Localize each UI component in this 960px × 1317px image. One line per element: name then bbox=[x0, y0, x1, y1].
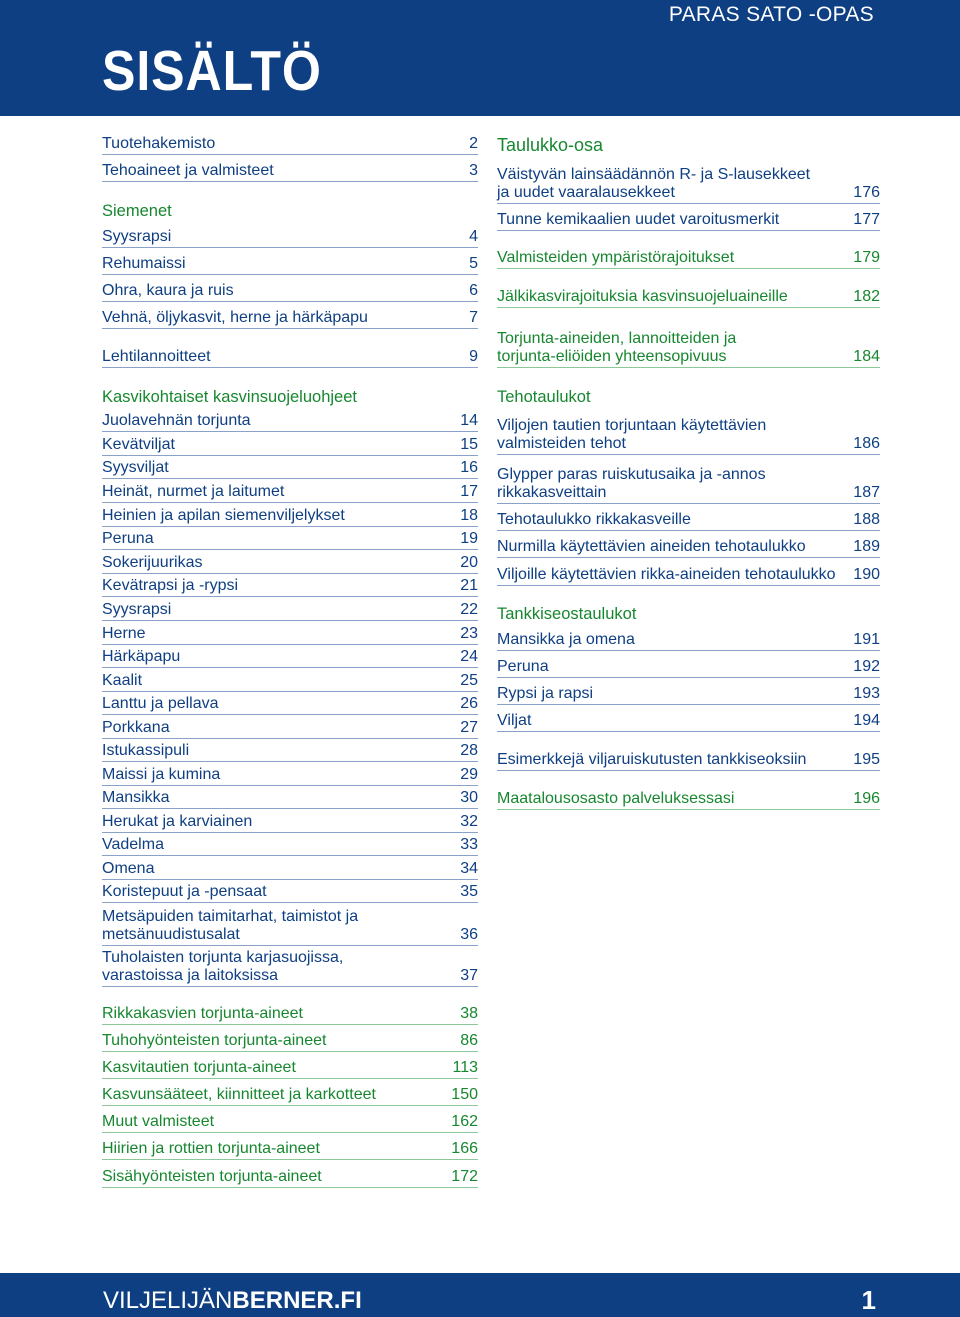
toc-entry-page: 2 bbox=[469, 135, 478, 152]
toc-entry[interactable] bbox=[497, 788, 880, 810]
toc-entry-label: Tuotehakemisto bbox=[102, 135, 216, 152]
toc-entry-label: Rypsi ja rapsi bbox=[497, 685, 594, 702]
toc-entry-page: 30 bbox=[460, 789, 478, 806]
toc-entry[interactable] bbox=[102, 575, 478, 597]
toc-entry[interactable] bbox=[102, 346, 478, 368]
brand-bold: BERNER.FI bbox=[232, 1287, 362, 1314]
toc-entry-label: Jälkikasvirajoituksia kasvinsuojeluaineille bbox=[497, 288, 788, 305]
toc-entry-page: 172 bbox=[451, 1168, 478, 1185]
toc-entry-page: 37 bbox=[460, 967, 478, 984]
toc-entry-page: 38 bbox=[460, 1005, 478, 1022]
toc-entry-page: 5 bbox=[469, 255, 478, 272]
toc-entry-label: Sokerijuurikas bbox=[102, 554, 203, 571]
section-heading: Kasvikohtaiset kasvinsuojeluohjeet bbox=[102, 388, 357, 406]
footer-brand[interactable] bbox=[103, 1287, 362, 1315]
toc-entry[interactable] bbox=[102, 1138, 478, 1160]
toc-entry-page: 22 bbox=[460, 601, 478, 618]
toc-entry-page: 113 bbox=[452, 1059, 478, 1076]
toc-entry-label: Lehtilannoitteet bbox=[102, 348, 211, 365]
toc-entry[interactable] bbox=[497, 247, 880, 269]
toc-entry-page: 184 bbox=[853, 348, 880, 365]
toc-entry-page: 29 bbox=[460, 766, 478, 783]
toc-entry[interactable] bbox=[102, 599, 478, 621]
toc-entry-page: 4 bbox=[469, 228, 478, 245]
toc-entry-label: Härkäpapu bbox=[102, 648, 181, 665]
toc-entry[interactable] bbox=[102, 1111, 478, 1133]
toc-entry-page: 177 bbox=[853, 211, 880, 228]
toc-entry-page: 9 bbox=[469, 348, 478, 365]
toc-entry-page: 15 bbox=[460, 436, 478, 453]
toc-entry-page: 150 bbox=[451, 1086, 478, 1103]
toc-entry[interactable] bbox=[497, 328, 880, 368]
toc-entry[interactable] bbox=[102, 1030, 478, 1052]
toc-entry-label: Muut valmisteet bbox=[102, 1113, 215, 1130]
toc-entry[interactable] bbox=[102, 528, 478, 550]
toc-entry-page: 176 bbox=[853, 184, 880, 201]
toc-entry-label: Koristepuut ja -pensaat bbox=[102, 883, 267, 900]
toc-entry[interactable] bbox=[102, 1084, 478, 1106]
page-number: 1 bbox=[861, 1285, 876, 1315]
toc-entry-page: 25 bbox=[460, 672, 478, 689]
toc-entry-label: Viljat bbox=[497, 712, 532, 729]
toc-entry-label: Porkkana bbox=[102, 719, 170, 736]
toc-entry-label: Lanttu ja pellava bbox=[102, 695, 219, 712]
toc-entry-label: Herukat ja karviainen bbox=[102, 813, 253, 830]
toc-entry[interactable] bbox=[102, 906, 478, 946]
toc-entry[interactable] bbox=[497, 464, 880, 504]
toc-entry-label: Mansikka bbox=[102, 789, 170, 806]
toc-entry-label: Syysrapsi bbox=[102, 601, 172, 618]
toc-entry[interactable] bbox=[102, 280, 478, 302]
toc-entry-page: 191 bbox=[853, 631, 880, 648]
toc-entry-label: Kevätrapsi ja -rypsi bbox=[102, 577, 239, 594]
toc-entry-page: 36 bbox=[460, 926, 478, 943]
toc-entry-label: Esimerkkejä viljaruiskutusten tankkiseoksiin bbox=[497, 751, 807, 768]
toc-entry-label: Istukassipuli bbox=[102, 742, 190, 759]
toc-entry-page: 194 bbox=[853, 712, 880, 729]
toc-entry[interactable] bbox=[497, 286, 880, 308]
toc-entry-page: 7 bbox=[469, 309, 478, 326]
toc-entry[interactable] bbox=[102, 481, 478, 503]
toc-entry[interactable] bbox=[102, 307, 478, 329]
toc-entry[interactable] bbox=[102, 646, 478, 668]
toc-entry[interactable] bbox=[102, 552, 478, 574]
toc-entry-label: Kasvitautien torjunta-aineet bbox=[102, 1059, 296, 1076]
toc-entry[interactable] bbox=[102, 253, 478, 275]
toc-entry[interactable] bbox=[497, 683, 880, 705]
toc-entry[interactable] bbox=[102, 1166, 478, 1188]
section-heading: Taulukko-osa bbox=[497, 135, 604, 155]
toc-entry-page: 24 bbox=[460, 648, 478, 665]
toc-entry-label: Syysviljat bbox=[102, 459, 169, 476]
toc-entry-label: Herne bbox=[102, 625, 146, 642]
toc-entry-label: Kaalit bbox=[102, 672, 143, 689]
toc-entry-label: Omena bbox=[102, 860, 155, 877]
toc-entry-label: Nurmilla käytettävien aineiden tehotaulukko bbox=[497, 538, 806, 555]
toc-entry[interactable] bbox=[102, 881, 478, 903]
toc-entry[interactable] bbox=[497, 564, 880, 586]
toc-entry-label: Tehotaulukko rikkakasveille bbox=[497, 511, 691, 528]
toc-entry[interactable] bbox=[102, 717, 478, 739]
toc-entry[interactable] bbox=[497, 710, 880, 732]
toc-entry[interactable] bbox=[102, 226, 478, 248]
toc-entry-page: 189 bbox=[853, 538, 880, 555]
toc-entry[interactable] bbox=[102, 811, 478, 833]
toc-entry-label: Juolavehnän torjunta bbox=[102, 412, 251, 429]
toc-entry-label: Viljojen tautien torjuntaan käytettävien valmisteiden tehot bbox=[497, 417, 767, 452]
toc-entry-label: Mansikka ja omena bbox=[497, 631, 635, 648]
toc-entry-label: Tehoaineet ja valmisteet bbox=[102, 162, 274, 179]
toc-entry[interactable] bbox=[497, 415, 880, 455]
toc-entry[interactable] bbox=[102, 457, 478, 479]
toc-entry[interactable] bbox=[102, 787, 478, 809]
toc-entry-page: 34 bbox=[460, 860, 478, 877]
toc-entry-label: Peruna bbox=[497, 658, 549, 675]
toc-entry[interactable] bbox=[102, 947, 478, 987]
toc-entry[interactable] bbox=[102, 410, 478, 432]
toc-entry-label: Vehnä, öljykasvit, herne ja härkäpapu bbox=[102, 309, 368, 326]
brand-light: VILJELIJÄN bbox=[103, 1287, 233, 1314]
toc-entry-page: 20 bbox=[460, 554, 478, 571]
toc-entry-page: 27 bbox=[460, 719, 478, 736]
toc-entry-page: 186 bbox=[853, 435, 880, 452]
section-heading: Tankkiseostaulukot bbox=[497, 605, 637, 623]
toc-entry-page: 86 bbox=[460, 1032, 478, 1049]
toc-entry-page: 32 bbox=[460, 813, 478, 830]
toc-entry-page: 18 bbox=[460, 507, 478, 524]
toc-entry[interactable] bbox=[102, 434, 478, 456]
toc-entry-page: 182 bbox=[853, 288, 880, 305]
toc-entry[interactable] bbox=[102, 160, 478, 182]
toc-entry[interactable] bbox=[102, 834, 478, 856]
toc-entry-page: 17 bbox=[460, 483, 478, 500]
toc-entry-label: Väistyvän lainsäädännön R- ja S-lausekkeet ja uudet vaaralausekkeet bbox=[497, 166, 811, 201]
toc-entry-page: 179 bbox=[853, 249, 880, 266]
toc-entry-page: 196 bbox=[853, 790, 880, 807]
section-heading: Siemenet bbox=[102, 202, 172, 220]
toc-entry-label: Viljoille käytettävien rikka-aineiden tehotaulukko bbox=[497, 566, 836, 583]
toc-entry[interactable] bbox=[102, 505, 478, 527]
guide-title: PARAS SATO -OPAS bbox=[668, 3, 874, 26]
toc-entry-page: 33 bbox=[460, 836, 478, 853]
page-title: SISÄLTÖ bbox=[102, 39, 322, 103]
toc-entry[interactable] bbox=[497, 656, 880, 678]
toc-entry-label: Kasvunsääteet, kiinnitteet ja karkotteet bbox=[102, 1086, 376, 1103]
toc-entry-label: Vadelma bbox=[102, 836, 164, 853]
toc-entry-page: 23 bbox=[460, 625, 478, 642]
toc-entry-page: 190 bbox=[853, 566, 880, 583]
toc-entry-label: Tuholaisten torjunta karjasuojissa, varastoissa ja laitoksissa bbox=[102, 949, 344, 984]
toc-entry[interactable] bbox=[102, 133, 478, 155]
toc-entry-page: 187 bbox=[853, 484, 880, 501]
toc-entry-label: Peruna bbox=[102, 530, 154, 547]
toc-entry-page: 19 bbox=[460, 530, 478, 547]
toc-entry-label: Metsäpuiden taimitarhat, taimistot ja metsänuudistusalat bbox=[102, 908, 359, 943]
toc-entry-label: Ohra, kaura ja ruis bbox=[102, 282, 234, 299]
toc-entry[interactable] bbox=[102, 764, 478, 786]
toc-entry[interactable] bbox=[497, 749, 880, 771]
toc-entry[interactable] bbox=[497, 509, 880, 531]
toc-entry-page: 26 bbox=[460, 695, 478, 712]
toc-entry[interactable] bbox=[497, 629, 880, 651]
toc-entry-label: Valmisteiden ympäristörajoitukset bbox=[497, 249, 735, 266]
toc-entry-label: Maissi ja kumina bbox=[102, 766, 221, 783]
toc-entry-page: 166 bbox=[451, 1140, 478, 1157]
toc-entry[interactable] bbox=[102, 623, 478, 645]
toc-entry-page: 3 bbox=[469, 162, 478, 179]
toc-entry-page: 14 bbox=[460, 412, 478, 429]
toc-entry[interactable] bbox=[102, 858, 478, 880]
toc-entry-label: Maatalousosasto palveluksessasi bbox=[497, 790, 735, 807]
toc-entry-label: Rehumaissi bbox=[102, 255, 186, 272]
toc-entry-label: Glypper paras ruiskutusaika ja -annos rikkakasveittain bbox=[497, 466, 766, 501]
toc-entry-label: Tunne kemikaalien uudet varoitusmerkit bbox=[497, 211, 780, 228]
toc-entry-page: 21 bbox=[460, 577, 478, 594]
toc-entry-page: 188 bbox=[853, 511, 880, 528]
section-heading: Tehotaulukot bbox=[497, 388, 591, 406]
toc-entry[interactable] bbox=[102, 1003, 478, 1025]
header-bar bbox=[0, 0, 960, 116]
toc-entry-label: Syysrapsi bbox=[102, 228, 172, 245]
toc-entry-page: 162 bbox=[451, 1113, 478, 1130]
toc-entry-page: 6 bbox=[469, 282, 478, 299]
toc-entry[interactable] bbox=[497, 164, 880, 204]
toc-entry[interactable] bbox=[497, 536, 880, 558]
toc-entry[interactable] bbox=[102, 1057, 478, 1079]
toc-entry-label: Heinien ja apilan siemenviljelykset bbox=[102, 507, 345, 524]
toc-entry-page: 195 bbox=[853, 751, 880, 768]
toc-entry-page: 193 bbox=[853, 685, 880, 702]
toc-entry-label: Kevätviljat bbox=[102, 436, 175, 453]
toc-entry[interactable] bbox=[102, 740, 478, 762]
toc-entry[interactable] bbox=[102, 670, 478, 692]
toc-entry-label: Heinät, nurmet ja laitumet bbox=[102, 483, 285, 500]
toc-entry-page: 16 bbox=[460, 459, 478, 476]
toc-entry[interactable] bbox=[497, 209, 880, 231]
toc-entry-label: Torjunta-aineiden, lannoitteiden ja torjunta-eliöiden yhteensopivuus bbox=[497, 330, 737, 365]
toc-entry-label: Sisähyönteisten torjunta-aineet bbox=[102, 1168, 322, 1185]
toc-entry-page: 28 bbox=[460, 742, 478, 759]
toc-entry-label: Tuhohyönteisten torjunta-aineet bbox=[102, 1032, 327, 1049]
toc-entry-page: 35 bbox=[460, 883, 478, 900]
footer-bar bbox=[0, 1273, 960, 1317]
toc-entry-label: Rikkakasvien torjunta-aineet bbox=[102, 1005, 303, 1022]
toc-entry-page: 192 bbox=[853, 658, 880, 675]
toc-entry-label: Hiirien ja rottien torjunta-aineet bbox=[102, 1140, 320, 1157]
toc-entry[interactable] bbox=[102, 693, 478, 715]
